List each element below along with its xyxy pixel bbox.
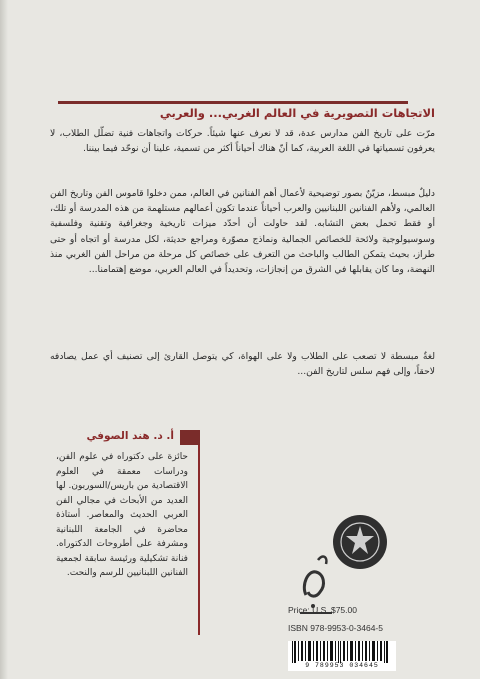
price-label: Price: U.S. $75.00 xyxy=(288,605,357,615)
author-bio: حائزة على دكتوراه في علوم الفن، ودراسات معمقة في العلوم الاقتصادية من باريس/السوربون. لها العديد من الأبحاث في مجالي الفن العربي الحديث والمعاصر. أستاذة محاضرة في الجامعة اللبنانية ومشرفة على أطروحات الدكتوراه. فنانة تشكيلية ورئيسة سابقة لجمعية الفنانين اللبنانيين للرسم والنحت. xyxy=(56,452,188,578)
author-marker xyxy=(180,430,200,445)
isbn-label: ISBN 978-9953-0-3464-5 xyxy=(288,623,383,633)
barcode-number: 9 789953 034645 xyxy=(305,662,379,669)
paragraph-main: دليلٌ مبسط، مزيّنٌ بصور توضيحية لأعمال أهم الفنانين في العالم، ممن دخلوا قاموس الفن وتاريخ الفن العالمي، ولأهم الفنانين اللبنانيين والعرب أحياناً عندما تكون أعمالهم مستلهمة من هذه المدرسة أو تلك، أو فقط تحمل بعض التشابه. لقد حاولت أن أحدّد ميزات تاريخية وجغرافية وتقنية وفلسفية وسوسيولوجية ولائحة للخصائص الجمالية ونماذج مصوّرة ومراجع حديثة، لكل مدرسة أو اتجاه أو حتى طراز، بحيث يتمكن الطالب والباحث من التعرف على خصائص كل مرحلة من مراحل الفن الغربي منذ النهضة، وما كان يقابلها في الشرق من إنجازات، وتحديداً في العالم العربي، موضع إهتمامنا... xyxy=(50,188,435,276)
paragraph-closing: لغةٌ مبسطة لا تصعب على الطلاب ولا على الهواة، كي يتوصل القارئ إلى تصنيف أي عمل يصادفه لاحقاً، وإلى فهم سلس لتاريخ الفن... xyxy=(50,351,435,378)
barcode-icon xyxy=(288,641,396,663)
foundation-seal-icon xyxy=(330,512,390,572)
author-name: أ. د. هند الصوفي xyxy=(86,430,174,442)
author-divider xyxy=(198,445,200,635)
title-bar xyxy=(58,101,408,104)
paragraph-intro: مرّت على تاريخ الفن مدارس عدة، قد لا نعرف عنها شيئاً. حركات واتجاهات فنية تضلّل الطلاب، لا يعرفون تسمياتها في اللغة العربية، كما أنّ هناك أحياناً أكثر من تسمية، علينا أن نوحّد فيما بيننا. xyxy=(50,128,435,155)
spine-shadow xyxy=(0,0,8,679)
cover-title: الاتجاهات التصويرية في العالم الغربي... والعربي xyxy=(159,106,435,120)
